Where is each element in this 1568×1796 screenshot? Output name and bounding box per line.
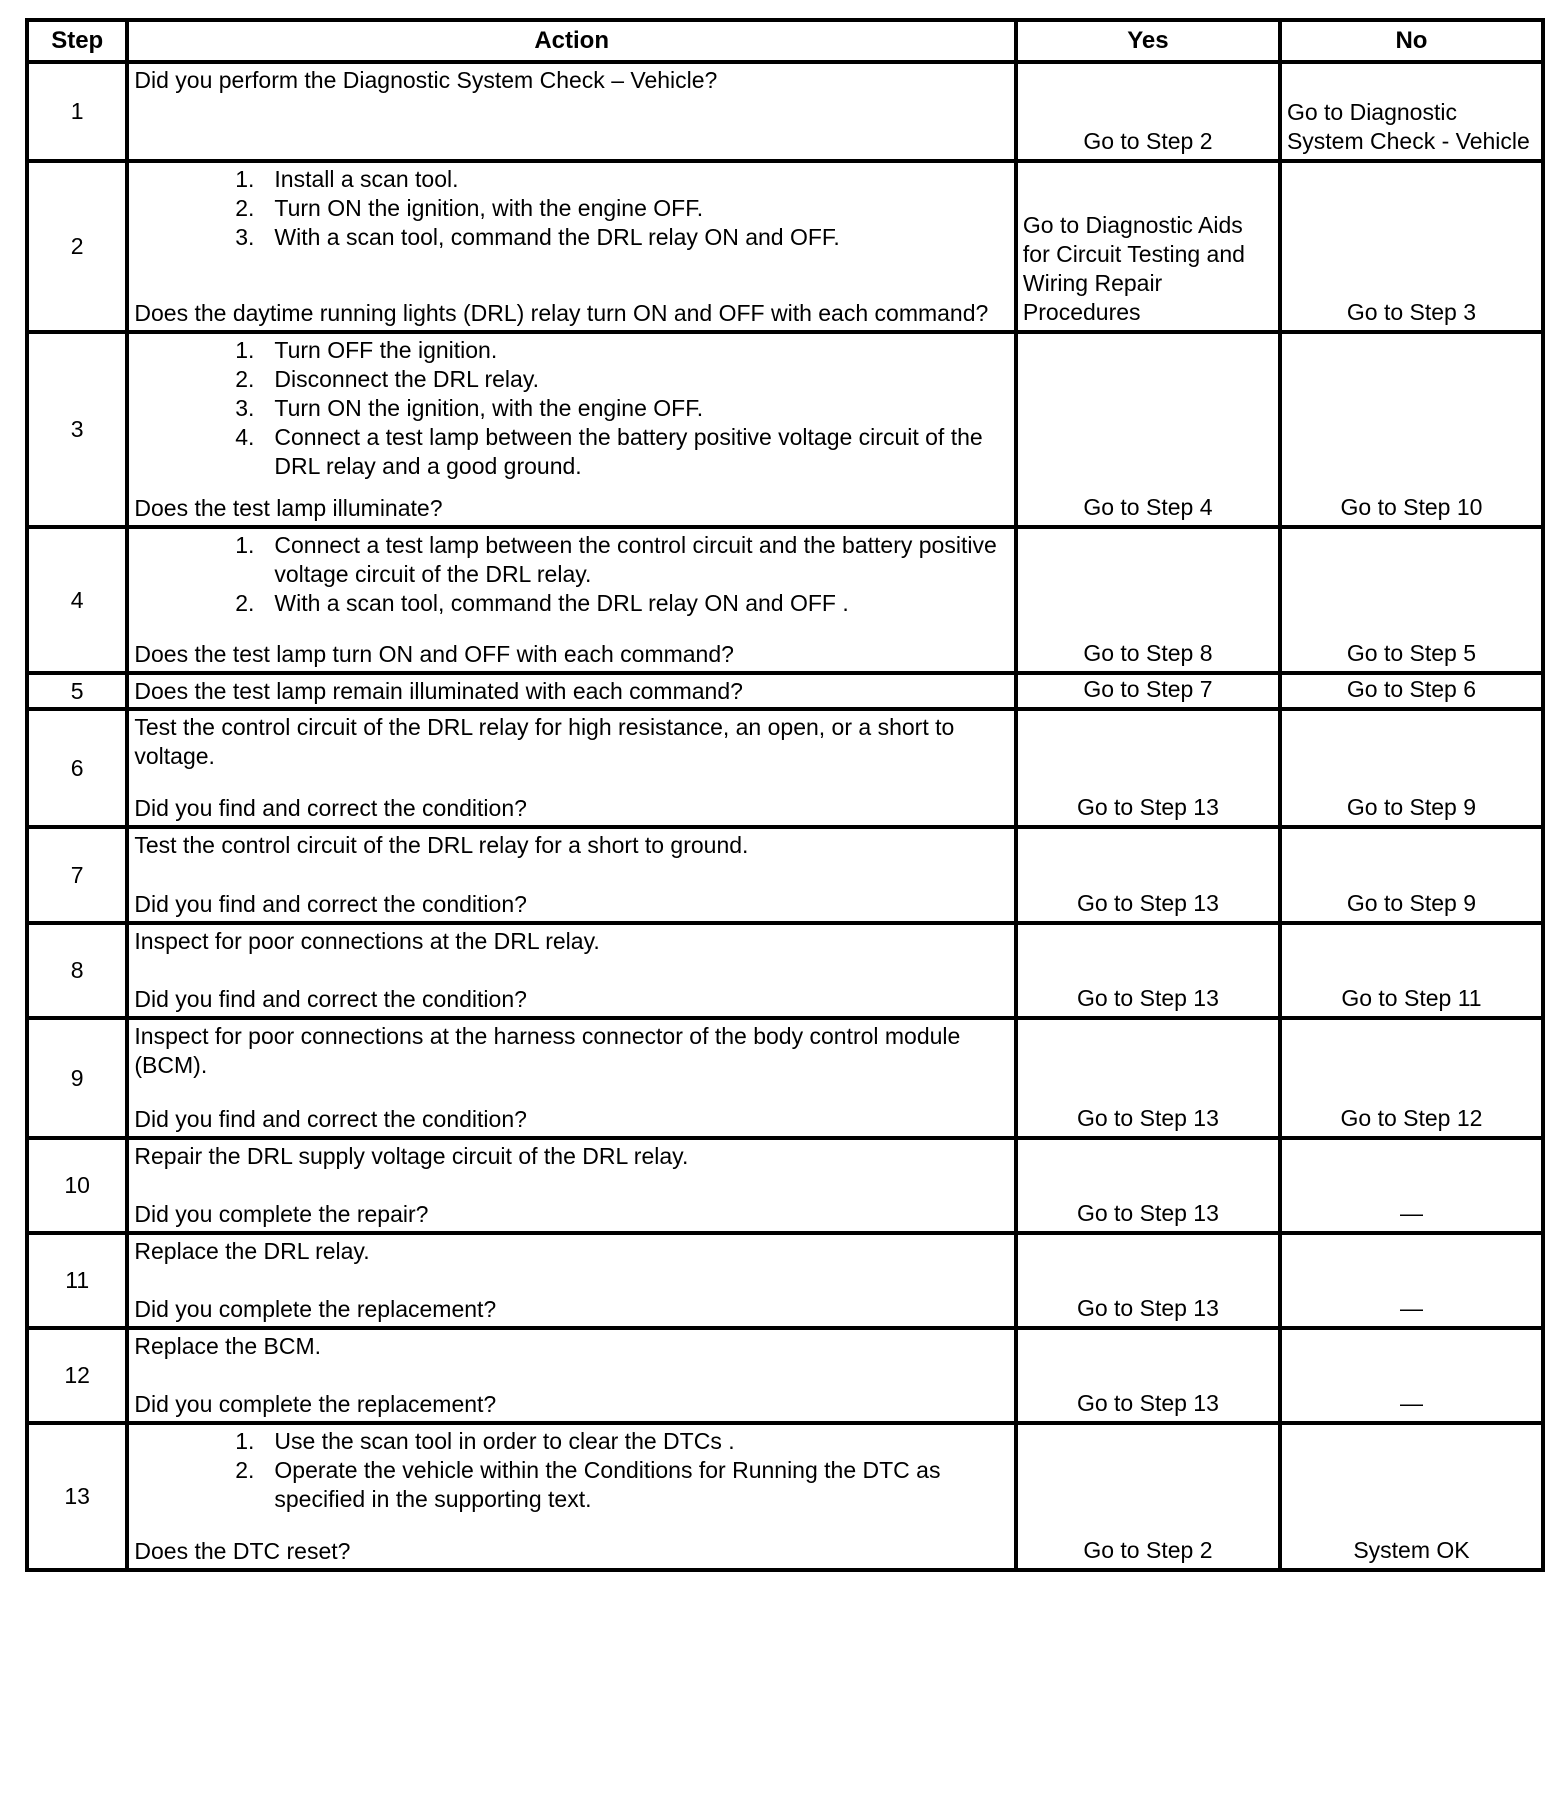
yes-result: Go to Step 13 bbox=[1076, 1295, 1219, 1321]
action-text: Did you perform the Diagnostic System Check – Vehicle? bbox=[134, 67, 718, 93]
action-top bbox=[134, 1142, 1010, 1171]
action-top bbox=[134, 1427, 1010, 1514]
step-number: 10 bbox=[27, 1138, 127, 1233]
no-cell bbox=[1280, 62, 1543, 161]
action-text: Replace the BCM. bbox=[134, 1333, 322, 1359]
step-number: 4 bbox=[27, 527, 127, 673]
table-row bbox=[27, 923, 1543, 1018]
table-row bbox=[27, 1233, 1543, 1328]
no-result: Go to Step 3 bbox=[1346, 299, 1477, 325]
action-text: Replace the DRL relay. bbox=[134, 1238, 370, 1264]
yes-result: Go to Step 13 bbox=[1076, 794, 1219, 820]
action-step-item bbox=[134, 1456, 1010, 1514]
action-content bbox=[129, 163, 1014, 330]
table-row bbox=[27, 332, 1543, 527]
yes-cell bbox=[1016, 1423, 1280, 1570]
action-question: Does the test lamp turn ON and OFF with each command? bbox=[134, 641, 734, 667]
yes-result: Go to Step 13 bbox=[1076, 890, 1219, 916]
table-row bbox=[27, 527, 1543, 673]
action-cell bbox=[127, 527, 1016, 673]
step-number: 5 bbox=[27, 673, 127, 709]
no-result: Go to Step 12 bbox=[1340, 1105, 1483, 1131]
action-top bbox=[134, 677, 1010, 706]
action-text: Inspect for poor connections at the DRL relay. bbox=[134, 928, 600, 954]
no-cell bbox=[1280, 1138, 1543, 1233]
action-cell bbox=[127, 827, 1016, 923]
no-result: Go to Step 5 bbox=[1346, 640, 1477, 666]
no-result: Go to Step 9 bbox=[1346, 794, 1477, 820]
action-cell bbox=[127, 1018, 1016, 1138]
action-content bbox=[129, 675, 1014, 706]
no-result: — bbox=[1399, 1200, 1423, 1226]
action-step-item bbox=[134, 531, 1010, 589]
action-step-text: Operate the vehicle within the Conditions for Running the DTC as specified in the supporting text. bbox=[274, 1457, 941, 1512]
action-cell bbox=[127, 1233, 1016, 1328]
action-step-item bbox=[134, 336, 1010, 365]
no-result: — bbox=[1399, 1295, 1423, 1321]
action-top bbox=[134, 1237, 1010, 1266]
action-text: Does the test lamp remain illuminated with each command? bbox=[134, 678, 743, 704]
table-row bbox=[27, 1328, 1543, 1423]
yes-result: Go to Step 2 bbox=[1083, 1537, 1213, 1563]
action-top bbox=[134, 831, 1010, 860]
action-cell bbox=[127, 332, 1016, 527]
action-step-number: 3. bbox=[235, 224, 255, 250]
action-text: Test the control circuit of the DRL relay for high resistance, an open, or a short to voltage. bbox=[134, 714, 955, 769]
action-step-text: Use the scan tool in order to clear the DTCs . bbox=[274, 1428, 735, 1454]
action-step-text: Disconnect the DRL relay. bbox=[274, 366, 540, 392]
action-step-text: Install a scan tool. bbox=[274, 166, 459, 192]
yes-cell bbox=[1016, 673, 1280, 709]
action-top bbox=[134, 1022, 1010, 1080]
action-step-text: Connect a test lamp between the battery positive voltage circuit of the DRL relay and a good ground. bbox=[274, 424, 983, 479]
action-content bbox=[129, 1140, 1014, 1231]
no-cell bbox=[1280, 923, 1543, 1018]
action-step-item bbox=[134, 423, 1010, 481]
table-row bbox=[27, 1018, 1543, 1138]
no-cell bbox=[1280, 709, 1543, 827]
action-step-item bbox=[134, 194, 1010, 223]
action-step-text: Turn ON the ignition, with the engine OFF. bbox=[274, 395, 704, 421]
table-row bbox=[27, 161, 1543, 332]
action-step-item bbox=[134, 589, 1010, 618]
yes-result: Go to Step 8 bbox=[1083, 640, 1213, 666]
header-action: Action bbox=[127, 20, 1016, 62]
yes-cell bbox=[1016, 709, 1280, 827]
header-step: Step bbox=[27, 20, 127, 62]
no-result: Go to Diagnostic System Check - Vehicle bbox=[1286, 99, 1530, 154]
action-step-number: 1. bbox=[235, 166, 255, 192]
action-question: Did you complete the replacement? bbox=[134, 1296, 497, 1322]
action-steps-list bbox=[134, 336, 1010, 481]
no-cell bbox=[1280, 161, 1543, 332]
header-no: No bbox=[1280, 20, 1543, 62]
no-cell bbox=[1280, 527, 1543, 673]
yes-result: Go to Step 2 bbox=[1083, 128, 1213, 154]
yes-cell bbox=[1016, 1328, 1280, 1423]
action-step-number: 3. bbox=[235, 395, 255, 421]
yes-result: Go to Step 13 bbox=[1076, 985, 1219, 1011]
action-cell bbox=[127, 1138, 1016, 1233]
no-cell bbox=[1280, 827, 1543, 923]
action-step-text: Turn ON the ignition, with the engine OFF. bbox=[274, 195, 704, 221]
action-text: Test the control circuit of the DRL relay for a short to ground. bbox=[134, 832, 749, 858]
yes-result: Go to Step 13 bbox=[1076, 1105, 1219, 1131]
action-question: Did you find and correct the condition? bbox=[134, 795, 527, 821]
action-question: Did you complete the repair? bbox=[134, 1201, 429, 1227]
no-result: — bbox=[1399, 1390, 1423, 1416]
yes-result: Go to Step 4 bbox=[1083, 494, 1213, 520]
action-top bbox=[134, 165, 1010, 252]
action-steps-list bbox=[134, 531, 1010, 618]
no-cell bbox=[1280, 673, 1543, 709]
step-number: 13 bbox=[27, 1423, 127, 1570]
step-number: 8 bbox=[27, 923, 127, 1018]
action-content bbox=[129, 1020, 1014, 1136]
action-cell bbox=[127, 923, 1016, 1018]
action-question: Does the daytime running lights (DRL) relay turn ON and OFF with each command? bbox=[134, 300, 989, 326]
action-content bbox=[129, 529, 1014, 671]
no-result: Go to Step 9 bbox=[1346, 890, 1477, 916]
action-step-item bbox=[134, 165, 1010, 194]
step-number: 3 bbox=[27, 332, 127, 527]
action-question: Did you find and correct the condition? bbox=[134, 891, 527, 917]
action-content bbox=[129, 1425, 1014, 1568]
no-cell bbox=[1280, 332, 1543, 527]
action-step-text: With a scan tool, command the DRL relay ON and OFF . bbox=[274, 590, 849, 616]
action-content bbox=[129, 64, 1014, 159]
action-step-number: 1. bbox=[235, 532, 255, 558]
header-row bbox=[27, 20, 1543, 62]
yes-cell bbox=[1016, 1018, 1280, 1138]
action-step-text: Turn OFF the ignition. bbox=[274, 337, 498, 363]
action-question: Did you find and correct the condition? bbox=[134, 1106, 527, 1132]
action-step-item bbox=[134, 394, 1010, 423]
table-row bbox=[27, 673, 1543, 709]
action-step-text: With a scan tool, command the DRL relay ON and OFF. bbox=[274, 224, 840, 250]
diagnostic-table bbox=[25, 18, 1545, 1572]
action-step-text: Connect a test lamp between the control circuit and the battery positive voltage circuit of the DRL relay. bbox=[274, 532, 997, 587]
yes-cell bbox=[1016, 923, 1280, 1018]
action-question: Did you find and correct the condition? bbox=[134, 986, 527, 1012]
table-body bbox=[27, 62, 1543, 1570]
action-step-number: 1. bbox=[235, 337, 255, 363]
no-result: Go to Step 6 bbox=[1346, 676, 1477, 702]
no-cell bbox=[1280, 1233, 1543, 1328]
yes-result: Go to Step 13 bbox=[1076, 1200, 1219, 1226]
action-content bbox=[129, 1330, 1014, 1421]
action-top bbox=[134, 531, 1010, 618]
yes-cell bbox=[1016, 1138, 1280, 1233]
yes-cell bbox=[1016, 332, 1280, 527]
action-step-number: 2. bbox=[235, 195, 255, 221]
action-top bbox=[134, 336, 1010, 481]
action-step-item bbox=[134, 365, 1010, 394]
action-cell bbox=[127, 1423, 1016, 1570]
action-step-item bbox=[134, 1427, 1010, 1456]
action-content bbox=[129, 711, 1014, 825]
table-row bbox=[27, 62, 1543, 161]
step-number: 9 bbox=[27, 1018, 127, 1138]
action-content bbox=[129, 925, 1014, 1016]
action-question: Does the DTC reset? bbox=[134, 1538, 351, 1564]
action-top bbox=[134, 66, 1010, 95]
table-row bbox=[27, 709, 1543, 827]
action-step-number: 2. bbox=[235, 590, 255, 616]
yes-cell bbox=[1016, 62, 1280, 161]
header-yes: Yes bbox=[1016, 20, 1280, 62]
yes-result: Go to Diagnostic Aids for Circuit Testing and Wiring Repair Procedures bbox=[1022, 212, 1245, 325]
action-text: Repair the DRL supply voltage circuit of the DRL relay. bbox=[134, 1143, 689, 1169]
yes-cell bbox=[1016, 527, 1280, 673]
action-step-item bbox=[134, 223, 1010, 252]
action-step-number: 4. bbox=[235, 424, 255, 450]
yes-result: Go to Step 7 bbox=[1083, 676, 1213, 702]
yes-cell bbox=[1016, 827, 1280, 923]
yes-result: Go to Step 13 bbox=[1076, 1390, 1219, 1416]
action-question: Does the test lamp illuminate? bbox=[134, 495, 443, 521]
step-number: 11 bbox=[27, 1233, 127, 1328]
no-result: System OK bbox=[1353, 1537, 1470, 1563]
action-cell bbox=[127, 673, 1016, 709]
action-cell bbox=[127, 709, 1016, 827]
table-row bbox=[27, 1423, 1543, 1570]
table-row bbox=[27, 1138, 1543, 1233]
action-steps-list bbox=[134, 165, 1010, 252]
action-step-number: 1. bbox=[235, 1428, 255, 1454]
action-top bbox=[134, 927, 1010, 956]
action-content bbox=[129, 1235, 1014, 1326]
action-cell bbox=[127, 161, 1016, 332]
action-cell bbox=[127, 1328, 1016, 1423]
action-step-number: 2. bbox=[235, 1457, 255, 1483]
action-question: Did you complete the replacement? bbox=[134, 1391, 497, 1417]
action-content bbox=[129, 334, 1014, 525]
step-number: 7 bbox=[27, 827, 127, 923]
table-row bbox=[27, 827, 1543, 923]
action-content bbox=[129, 829, 1014, 921]
no-cell bbox=[1280, 1423, 1543, 1570]
no-result: Go to Step 11 bbox=[1341, 985, 1482, 1011]
action-cell bbox=[127, 62, 1016, 161]
step-number: 6 bbox=[27, 709, 127, 827]
no-cell bbox=[1280, 1018, 1543, 1138]
step-number: 1 bbox=[27, 62, 127, 161]
yes-cell bbox=[1016, 161, 1280, 332]
no-result: Go to Step 10 bbox=[1340, 494, 1483, 520]
action-text: Inspect for poor connections at the harness connector of the body control module (BCM). bbox=[134, 1023, 961, 1078]
yes-cell bbox=[1016, 1233, 1280, 1328]
action-top bbox=[134, 1332, 1010, 1361]
action-steps-list bbox=[134, 1427, 1010, 1514]
action-top bbox=[134, 713, 1010, 771]
step-number: 2 bbox=[27, 161, 127, 332]
action-step-number: 2. bbox=[235, 366, 255, 392]
step-number: 12 bbox=[27, 1328, 127, 1423]
no-cell bbox=[1280, 1328, 1543, 1423]
